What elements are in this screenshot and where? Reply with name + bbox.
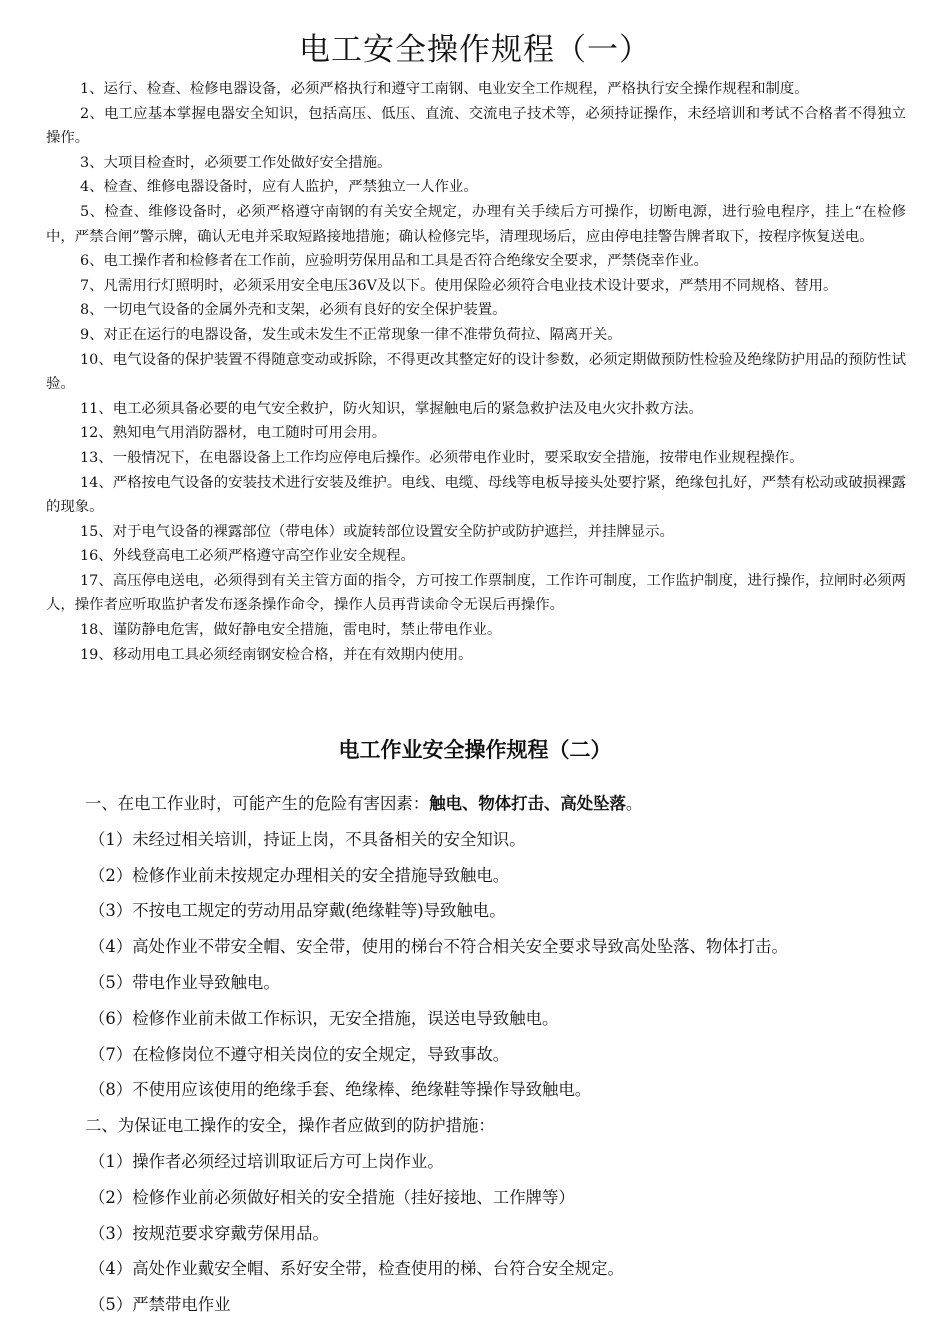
rule-item: 1、运行、检查、检修电器设备，必须严格执行和遵守工南钢、电业安全工作规程，严格执行安全操作规程和制度。 [80,81,809,97]
document-title-1: 电工安全操作规程（一） [299,32,651,68]
rule-item: 11、电工必须具备必要的电气安全救护，防火知识，掌握触电后的紧急救护法及电火灾扑救方法。 [80,400,703,417]
rule-item: 16、外线登高电工必须严格遵守高空作业安全规程。 [80,548,415,565]
hazard-item: （2）检修作业前未按规定办理相关的安全措施导致触电。 [89,865,510,885]
rules-section-1 [46,77,906,667]
hazard-heading-suffix: 。 [625,794,643,813]
rule-item: 5、检查、维修设备时，必须严格遵守南钢的有关安全规定，办理有关手续后方可操作，切断电源，进行验电程序，挂上“在检修中，严禁合闸”警示牌，确认无电并采取短路接地措施；确认检修完毕，清理现场后，应由停电挂警告牌者取下，按程序恢复送电。 [46,203,906,245]
rule-item: 14、严格按电气设备的安装技术进行安装及维护。电线、电缆、母线等电板导接头处要拧紧，绝缘包扎好，严禁有松动或破损裸露的现象。 [46,474,906,516]
measure-item: （4）高处作业戴安全帽、系好安全带，检查使用的梯、台符合安全规定。 [89,1259,624,1279]
rule-item: 12、熟知电气用消防器材，电工随时可用会用。 [80,425,387,442]
rule-item: 2、电工应基本掌握电器安全知识，包括高压、低压、直流、交流电子技术等，必须持证操作，未经培训和考试不合格者不得独立操作。 [46,105,906,147]
document-title-2: 电工作业安全操作规程（二） [338,737,612,762]
hazard-item: （7）在检修岗位不遵守相关岗位的安全规定，导致事故。 [89,1044,510,1064]
hazard-item: （5）带电作业导致触电。 [89,972,280,992]
hazard-heading [85,786,925,822]
rule-item: 9、对正在运行的电器设备，发生或未发生不正常现象一律不准带负荷拉、隔离开关。 [80,326,622,343]
hazard-item: （6）检修作业前未做工作标识，无安全措施，误送电导致触电。 [89,1008,559,1028]
measure-item: （1）操作者必须经过培训取证后方可上岗作业。 [89,1151,444,1171]
rule-item: 3、大项目检查时，必须要工作处做好安全措施。 [80,154,392,171]
rule-item: 7、凡需用行灯照明时，必须采用安全电压36V及以下。使用保险必须符合电业技术设计要求，严禁用不同规格、替用。 [80,277,838,294]
measure-item: （3）按规范要求穿戴劳保用品。 [89,1223,329,1243]
rule-item: 8、一切电气设备的金属外壳和支架，必须有良好的安全保护装置。 [80,302,507,319]
hazard-heading-emphasis: 触电、物体打击、高处坠落 [429,794,626,813]
measures-heading: 二、为保证电工操作的安全，操作者应做到的防护措施： [85,1116,495,1136]
hazard-item: （8）不使用应该使用的绝缘手套、绝缘棒、绝缘鞋等操作导致触电。 [89,1080,592,1100]
measure-item: （2）检修作业前必须做好相关的安全措施（挂好接地、工作牌等） [89,1187,575,1207]
hazard-item: （1）未经过相关培训，持证上岗，不具备相关的安全知识。 [89,829,526,849]
hazard-item: （4）高处作业不带安全帽、安全带，使用的梯台不符合相关安全要求导致高处坠落、物体打击。 [89,937,788,957]
rule-item: 10、电气设备的保护装置不得随意变动或拆除，不得更改其整定好的设计参数，必须定期做预防性检验及绝缘防护用品的预防性试验。 [46,351,906,393]
rule-item: 19、移动用电工具必须经南钢安检合格，并在有效期内使用。 [80,646,473,663]
hazard-item: （3）不按电工规定的劳动用品穿戴(绝缘鞋等)导致触电。 [89,901,506,921]
measure-item: （5）严禁带电作业 [89,1295,231,1315]
rule-item: 6、电工操作者和检修者在工作前，应验明劳保用品和工具是否符合绝缘安全要求，严禁侥幸作业。 [80,253,708,270]
rule-item: 17、高压停电送电，必须得到有关主管方面的指令，方可按工作票制度，工作许可制度，工作监护制度，进行操作，拉闸时必须两人，操作者应听取监护者发布逐条操作命令，操作人员再背读命令无误后再操作。 [46,572,906,614]
rule-item: 18、谨防静电危害，做好静电安全措施，雷电时，禁止带电作业。 [80,622,502,639]
hazard-heading-prefix: 一、在电工作业时，可能产生的危险有害因素： [85,794,430,813]
rules-section-2 [85,786,925,1323]
rule-item: 4、检查、维修电器设备时，应有人监护，严禁独立一人作业。 [80,179,478,196]
rule-item: 15、对于电气设备的裸露部位（带电体）或旋转部位设置安全防护或防护遮拦，并挂牌显示。 [80,523,674,540]
rule-item: 13、一般情况下，在电器设备上工作均应停电后操作。必须带电作业时，要采取安全措施，按带电作业规程操作。 [80,449,804,466]
